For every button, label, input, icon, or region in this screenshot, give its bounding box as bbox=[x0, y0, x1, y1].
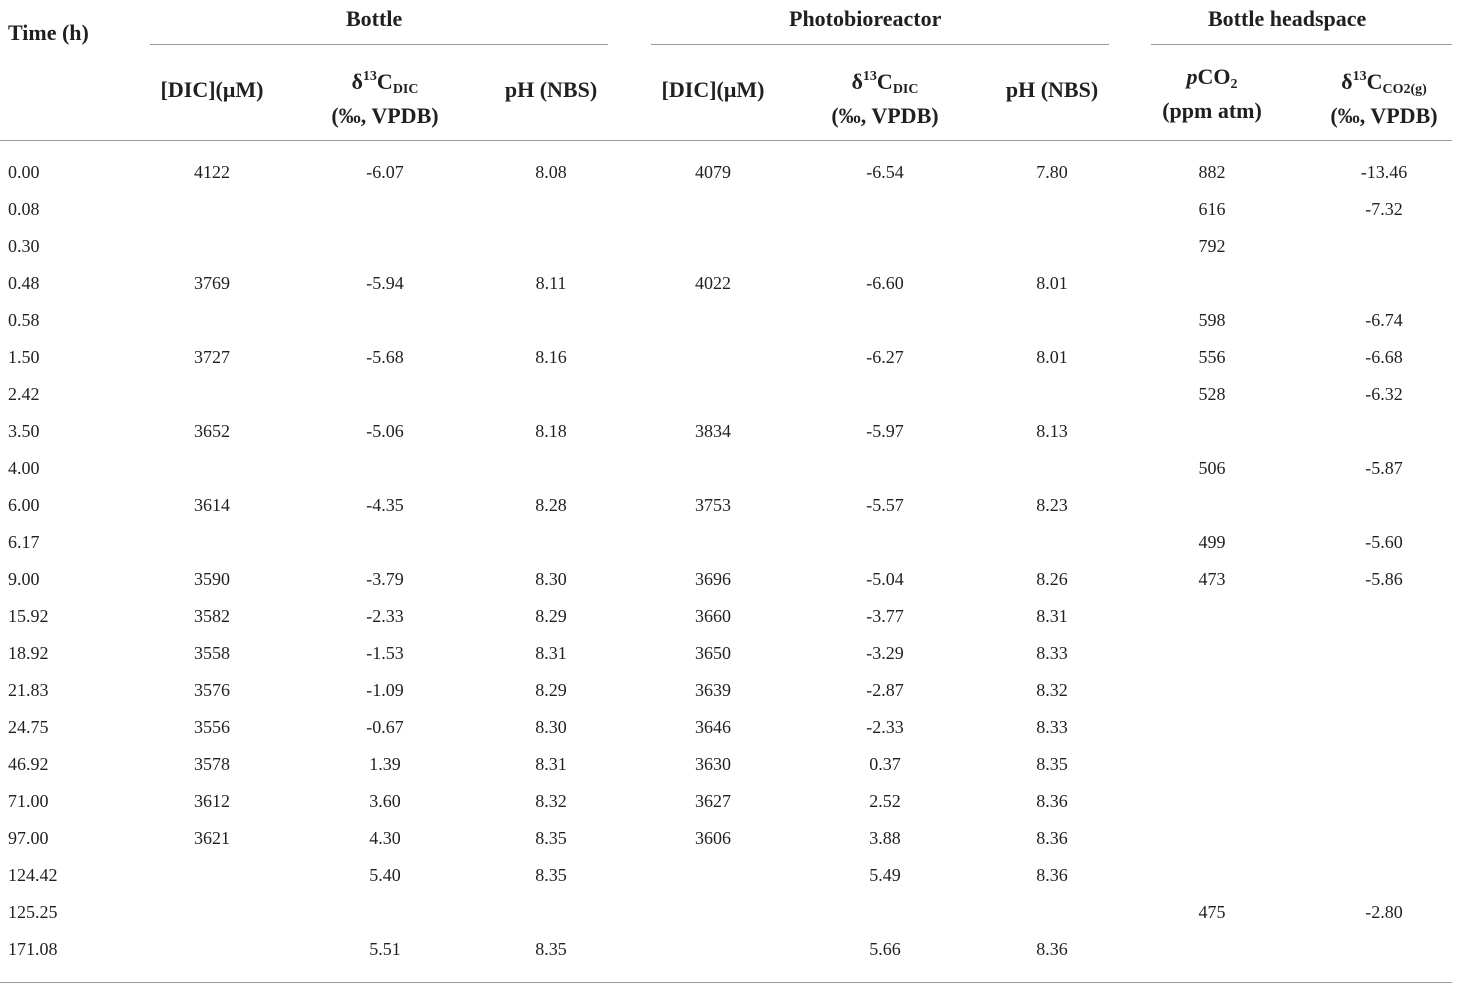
cell-bottle-dic: 3727 bbox=[194, 347, 230, 367]
cell-time: 0.58 bbox=[8, 310, 40, 330]
header-pbr-ph: pH (NBS) bbox=[1005, 77, 1099, 102]
cell-pbr-dic: 3753 bbox=[695, 495, 731, 515]
header-bottle-delta13c: $\delta^{13}C_{DIC}$ (‰, VPDB) bbox=[331, 69, 439, 128]
cell-time: 0.48 bbox=[8, 273, 40, 293]
cell-time: 6.17 bbox=[8, 532, 40, 552]
cell-pbr-ph: 8.36 bbox=[1036, 865, 1068, 885]
cell-pbr-delta13c: -3.29 bbox=[866, 643, 904, 663]
cell-bottle-delta13c: -3.79 bbox=[366, 569, 404, 589]
cell-bottle-delta13c: 5.51 bbox=[369, 939, 401, 959]
cell-time: 0.00 bbox=[8, 162, 40, 182]
cell-bottle-delta13c: -0.67 bbox=[366, 717, 404, 737]
cell-bottle-delta13c: -1.53 bbox=[366, 643, 404, 663]
cell-pbr-ph: 8.13 bbox=[1036, 421, 1068, 441]
cell-headspace-pco2: 792 bbox=[1198, 236, 1226, 256]
cell-time: 6.00 bbox=[8, 495, 40, 515]
cell-pbr-ph: 8.23 bbox=[1036, 495, 1068, 515]
cell-pbr-dic: 3650 bbox=[695, 643, 731, 663]
cell-pbr-ph: 8.26 bbox=[1036, 569, 1068, 589]
cell-pbr-delta13c: 2.52 bbox=[869, 791, 901, 811]
cell-bottle-ph: 8.28 bbox=[535, 495, 567, 515]
cell-pbr-ph: 8.32 bbox=[1036, 680, 1068, 700]
header-bottom-rule bbox=[0, 140, 1452, 141]
cell-pbr-delta13c: 0.37 bbox=[869, 754, 901, 774]
cell-pbr-ph: 7.80 bbox=[1036, 162, 1068, 182]
cell-bottle-ph: 8.11 bbox=[535, 273, 567, 293]
cell-bottle-ph: 8.35 bbox=[535, 865, 567, 885]
cell-headspace-pco2: 528 bbox=[1198, 384, 1226, 404]
cell-pbr-dic: 3627 bbox=[695, 791, 731, 811]
cell-bottle-delta13c: -5.06 bbox=[366, 421, 404, 441]
cell-pbr-delta13c: 3.88 bbox=[869, 828, 901, 848]
cell-pbr-delta13c: -5.97 bbox=[866, 421, 904, 441]
cell-bottle-ph: 8.30 bbox=[535, 717, 567, 737]
cell-time: 2.42 bbox=[8, 384, 40, 404]
header-pbr-dic: [DIC](μM) bbox=[661, 77, 765, 102]
header-bottle-dic: [DIC](μM) bbox=[160, 77, 264, 102]
cell-pbr-delta13c: -2.87 bbox=[866, 680, 904, 700]
cell-headspace-pco2: 506 bbox=[1198, 458, 1226, 478]
cell-time: 21.83 bbox=[8, 680, 49, 700]
cell-bottle-dic: 3578 bbox=[194, 754, 230, 774]
cell-pbr-ph: 8.36 bbox=[1036, 939, 1068, 959]
cell-bottle-ph: 8.31 bbox=[535, 754, 567, 774]
cell-bottle-ph: 8.16 bbox=[535, 347, 567, 367]
cell-headspace-pco2: 499 bbox=[1198, 532, 1226, 552]
cell-pbr-ph: 8.36 bbox=[1036, 791, 1068, 811]
cell-time: 46.92 bbox=[8, 754, 49, 774]
time-column-header: Time (h) bbox=[8, 20, 89, 45]
cell-pbr-delta13c: 5.66 bbox=[869, 939, 901, 959]
group-rule-photobioreactor bbox=[651, 44, 1109, 45]
cell-headspace-pco2: 475 bbox=[1198, 902, 1226, 922]
cell-bottle-ph: 8.35 bbox=[535, 828, 567, 848]
cell-bottle-delta13c: -4.35 bbox=[366, 495, 404, 515]
cell-headspace-delta13c: -2.80 bbox=[1365, 902, 1403, 922]
cell-headspace-delta13c: -6.74 bbox=[1365, 310, 1403, 330]
cell-headspace-delta13c: -5.87 bbox=[1365, 458, 1403, 478]
cell-pbr-dic: 3630 bbox=[695, 754, 731, 774]
cell-pbr-delta13c: -2.33 bbox=[866, 717, 904, 737]
header-bottle-ph: pH (NBS) bbox=[504, 77, 598, 102]
cell-bottle-delta13c: 5.40 bbox=[369, 865, 401, 885]
cell-bottle-delta13c: -6.07 bbox=[366, 162, 404, 182]
cell-time: 171.08 bbox=[8, 939, 58, 959]
cell-pbr-delta13c: -6.54 bbox=[866, 162, 904, 182]
cell-pbr-dic: 3660 bbox=[695, 606, 731, 626]
cell-bottle-delta13c: -2.33 bbox=[366, 606, 404, 626]
cell-headspace-delta13c: -5.60 bbox=[1365, 532, 1403, 552]
cell-headspace-pco2: 882 bbox=[1198, 162, 1226, 182]
cell-pbr-dic: 3606 bbox=[695, 828, 731, 848]
group-rule-bottle bbox=[150, 44, 608, 45]
cell-bottle-ph: 8.35 bbox=[535, 939, 567, 959]
cell-headspace-pco2: 598 bbox=[1198, 310, 1226, 330]
cell-time: 9.00 bbox=[8, 569, 40, 589]
cell-bottle-dic: 3576 bbox=[194, 680, 230, 700]
cell-time: 1.50 bbox=[8, 347, 40, 367]
cell-bottle-dic: 4122 bbox=[194, 162, 230, 182]
cell-headspace-delta13c: -7.32 bbox=[1365, 199, 1403, 219]
cell-bottle-dic: 3590 bbox=[194, 569, 230, 589]
cell-pbr-ph: 8.01 bbox=[1036, 273, 1068, 293]
cell-time: 0.30 bbox=[8, 236, 40, 256]
cell-time: 0.08 bbox=[8, 199, 40, 219]
cell-pbr-ph: 8.33 bbox=[1036, 643, 1068, 663]
cell-headspace-pco2: 616 bbox=[1198, 199, 1226, 219]
cell-pbr-dic: 4022 bbox=[695, 273, 731, 293]
cell-bottle-delta13c: 4.30 bbox=[369, 828, 401, 848]
cell-bottle-ph: 8.29 bbox=[535, 680, 567, 700]
cell-time: 3.50 bbox=[8, 421, 40, 441]
cell-bottle-ph: 8.08 bbox=[535, 162, 567, 182]
cell-bottle-dic: 3582 bbox=[194, 606, 230, 626]
cell-pbr-dic: 3639 bbox=[695, 680, 731, 700]
cell-headspace-delta13c: -6.32 bbox=[1365, 384, 1403, 404]
cell-time: 24.75 bbox=[8, 717, 49, 737]
cell-headspace-delta13c: -13.46 bbox=[1360, 162, 1408, 182]
cell-pbr-dic: 3696 bbox=[695, 569, 731, 589]
cell-pbr-ph: 8.36 bbox=[1036, 828, 1068, 848]
cell-bottle-delta13c: -1.09 bbox=[366, 680, 404, 700]
cell-pbr-ph: 8.35 bbox=[1036, 754, 1068, 774]
cell-bottle-dic: 3612 bbox=[194, 791, 230, 811]
cell-pbr-ph: 8.33 bbox=[1036, 717, 1068, 737]
cell-headspace-delta13c: -5.86 bbox=[1365, 569, 1403, 589]
cell-time: 4.00 bbox=[8, 458, 40, 478]
cell-bottle-ph: 8.32 bbox=[535, 791, 567, 811]
header-headspace-pco2: pCO$_2$ (ppm atm) bbox=[1162, 64, 1262, 123]
cell-pbr-delta13c: -6.60 bbox=[866, 273, 904, 293]
cell-bottle-ph: 8.29 bbox=[535, 606, 567, 626]
cell-time: 125.25 bbox=[8, 902, 58, 922]
group-rule-headspace bbox=[1151, 44, 1452, 45]
group-header-bottle-headspace: Bottle headspace bbox=[1208, 6, 1367, 31]
cell-bottle-delta13c: -5.94 bbox=[366, 273, 404, 293]
cell-pbr-ph: 8.01 bbox=[1036, 347, 1068, 367]
cell-pbr-dic: 4079 bbox=[695, 162, 731, 182]
cell-pbr-delta13c: -5.57 bbox=[866, 495, 904, 515]
cell-pbr-delta13c: 5.49 bbox=[869, 865, 901, 885]
cell-time: 18.92 bbox=[8, 643, 49, 663]
cell-bottle-dic: 3769 bbox=[194, 273, 230, 293]
cell-time: 71.00 bbox=[8, 791, 49, 811]
cell-headspace-pco2: 556 bbox=[1198, 347, 1226, 367]
group-header-photobioreactor: Photobioreactor bbox=[789, 6, 942, 31]
header-pbr-delta13c: $\delta^{13}C_{DIC}$ (‰, VPDB) bbox=[831, 69, 939, 128]
cell-pbr-ph: 8.31 bbox=[1036, 606, 1068, 626]
cell-bottle-ph: 8.18 bbox=[535, 421, 567, 441]
cell-time: 97.00 bbox=[8, 828, 49, 848]
cell-bottle-ph: 8.31 bbox=[535, 643, 567, 663]
cell-bottle-delta13c: 3.60 bbox=[369, 791, 401, 811]
cell-headspace-pco2: 473 bbox=[1198, 569, 1226, 589]
cell-bottle-dic: 3621 bbox=[194, 828, 230, 848]
cell-bottle-dic: 3652 bbox=[194, 421, 230, 441]
header-headspace-delta13c-co2: $\delta^{13}C_{CO2(g)}$ (‰, VPDB) bbox=[1330, 69, 1438, 128]
cell-bottle-ph: 8.30 bbox=[535, 569, 567, 589]
cell-headspace-delta13c: -6.68 bbox=[1365, 347, 1403, 367]
cell-time: 124.42 bbox=[8, 865, 58, 885]
cell-bottle-delta13c: -5.68 bbox=[366, 347, 404, 367]
cell-pbr-dic: 3646 bbox=[695, 717, 731, 737]
table-bottom-rule bbox=[0, 982, 1452, 983]
group-header-bottle: Bottle bbox=[346, 6, 403, 31]
cell-pbr-dic: 3834 bbox=[695, 421, 731, 441]
cell-pbr-delta13c: -5.04 bbox=[866, 569, 904, 589]
cell-pbr-delta13c: -6.27 bbox=[866, 347, 904, 367]
cell-pbr-delta13c: -3.77 bbox=[866, 606, 904, 626]
cell-time: 15.92 bbox=[8, 606, 49, 626]
cell-bottle-delta13c: 1.39 bbox=[369, 754, 401, 774]
cell-bottle-dic: 3614 bbox=[194, 495, 230, 515]
cell-bottle-dic: 3558 bbox=[194, 643, 230, 663]
cell-bottle-dic: 3556 bbox=[194, 717, 230, 737]
